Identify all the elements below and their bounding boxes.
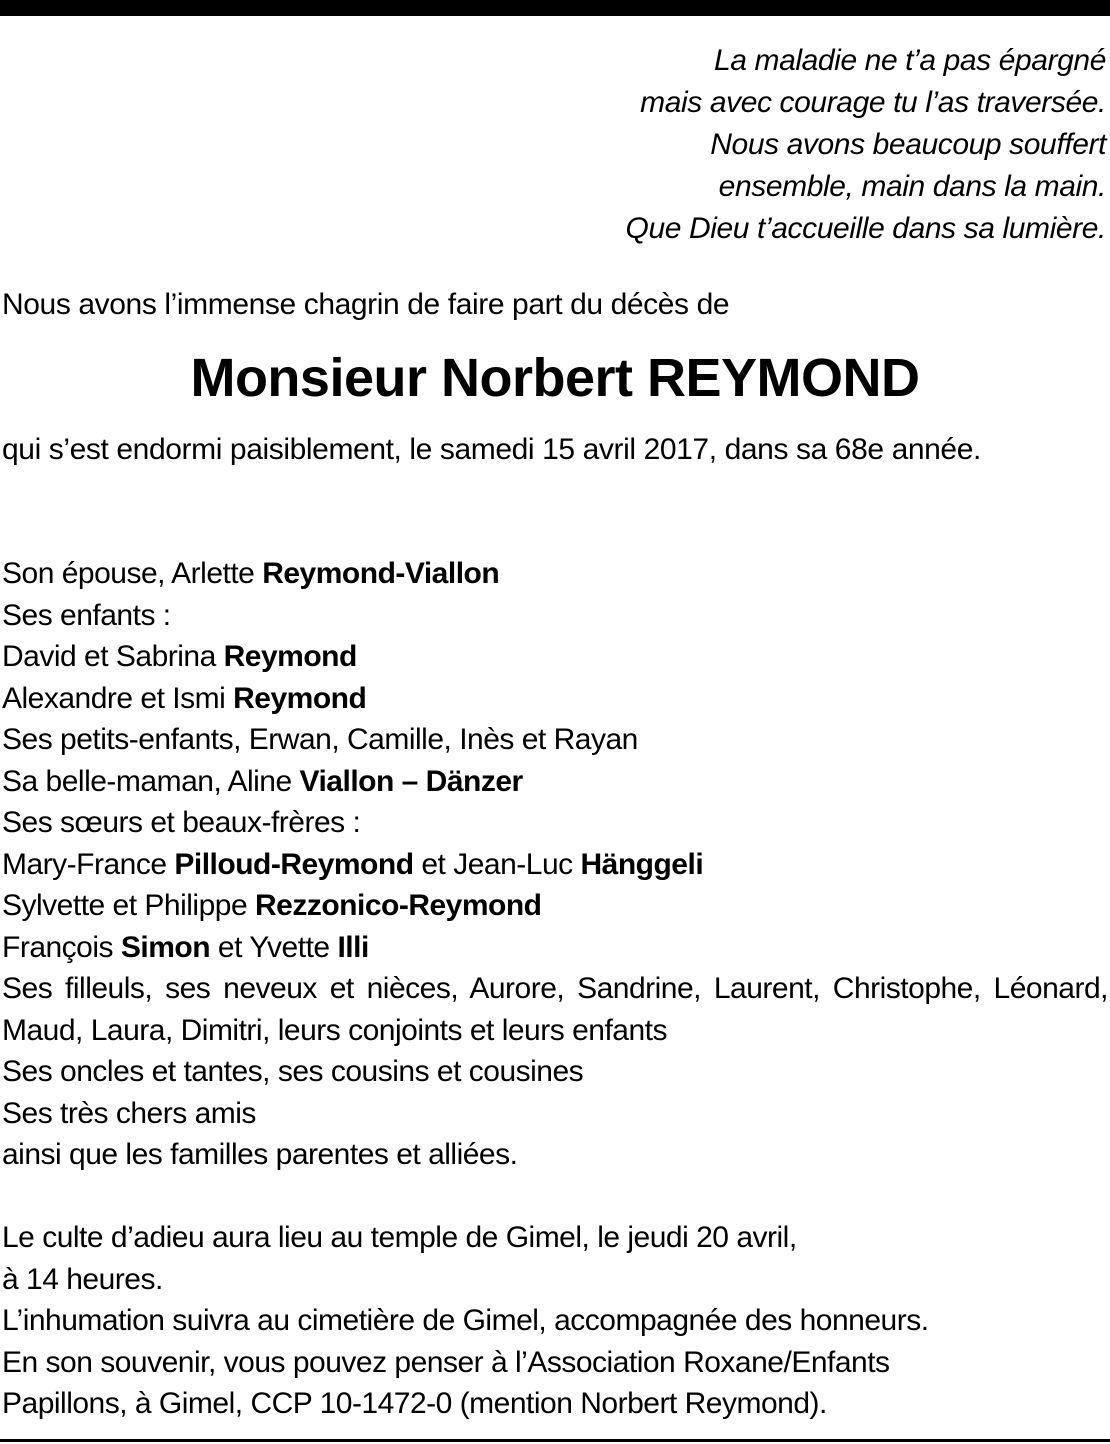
- bottom-rule: [0, 1439, 1110, 1442]
- family-surname: Rezzonico-Reymond: [254, 889, 542, 922]
- family-surname: Reymond-Viallon: [262, 557, 500, 590]
- family-siblings-heading: Ses sœurs et beaux-frères :: [2, 806, 361, 839]
- family-grandchildren: Ses petits-enfants, Erwan, Camille, Inès et Rayan: [2, 723, 638, 756]
- family-surname: Illi: [337, 930, 369, 964]
- family-surname: Pilloud-Reymond: [174, 847, 414, 881]
- family-uncles: Ses oncles et tantes, ses cousins et cousines: [2, 1055, 584, 1088]
- family-sibling: Mary-France Pilloud-Reymond et Jean-Luc Hänggeli: [2, 847, 704, 881]
- poem-line: Que Dieu t’accueille dans sa lumière.: [625, 212, 1106, 245]
- poem-line: La maladie ne t’a pas épargné: [713, 44, 1106, 77]
- service-line: En son souvenir, vous pouvez penser à l’Association Roxane/Enfants: [2, 1345, 890, 1379]
- family-godchildren: Ses filleuls, ses neveux et nièces, Aurore, Sandrine, Laurent, Christophe, Léonard, Maud, Laura, Dimitri, leurs conjoints et leurs enfants: [2, 972, 1108, 1047]
- poem-line: ensemble, main dans la main.: [718, 170, 1106, 203]
- poem-line: Nous avons beaucoup souffert: [710, 128, 1106, 161]
- family-relatives: ainsi que les familles parentes et alliées.: [2, 1138, 518, 1171]
- family-surname: Simon: [120, 930, 211, 964]
- family-child: David et Sabrina Reymond: [2, 640, 357, 673]
- family-surname: Reymond: [223, 640, 357, 673]
- family-spouse: Son épouse, Arlette Reymond-Viallon: [2, 557, 500, 590]
- family-mother-in-law: Sa belle-maman, Aline Viallon – Dänzer: [2, 764, 523, 798]
- service-line: L’inhumation suivra au cimetière de Gimel, accompagnée des honneurs.: [2, 1304, 929, 1337]
- family-child: Alexandre et Ismi Reymond: [2, 681, 367, 715]
- family-friends: Ses très chers amis: [2, 1096, 256, 1130]
- top-rule: [0, 0, 1110, 16]
- family-sibling: François Simon et Yvette Illi: [2, 930, 369, 964]
- family-children-heading: Ses enfants :: [2, 598, 171, 632]
- family-surname: Reymond: [233, 681, 367, 715]
- family-surname: Viallon – Dänzer: [299, 764, 523, 798]
- family-surname: Hänggeli: [580, 847, 704, 881]
- poem: [486, 40, 1106, 250]
- deceased-name: Monsieur Norbert REYMOND: [190, 348, 920, 408]
- service-details: [2, 1217, 1108, 1425]
- poem-line: mais avec courage tu l’as traversée.: [640, 86, 1106, 119]
- family-list: [2, 553, 1108, 1176]
- service-line: Papillons, à Gimel, CCP 10-1472-0 (mention Norbert Reymond).: [2, 1387, 827, 1420]
- announcement-intro: Nous avons l’immense chagrin de faire part du décès de: [2, 288, 730, 321]
- family-sibling: Sylvette et Philippe Rezzonico-Reymond: [2, 889, 542, 922]
- service-line: à 14 heures.: [2, 1262, 163, 1296]
- service-line: Le culte d’adieu aura lieu au temple de Gimel, le jeudi 20 avril,: [2, 1221, 797, 1254]
- passing-statement: qui s’est endormi paisiblement, le samedi 15 avril 2017, dans sa 68e année.: [2, 433, 981, 466]
